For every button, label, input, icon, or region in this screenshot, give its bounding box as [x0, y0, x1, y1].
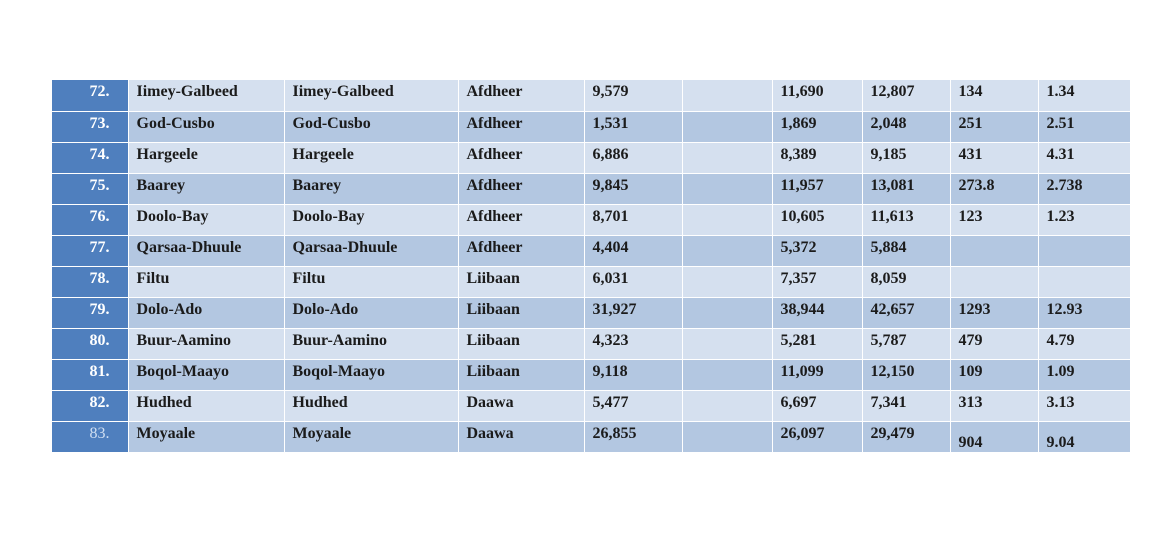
row-number: 76. — [52, 204, 128, 235]
cell-value-a: 6,031 — [584, 266, 682, 297]
cell-value-b: 8,389 — [772, 142, 862, 173]
cell-value-a: 31,927 — [584, 297, 682, 328]
cell-name-2: Filtu — [284, 266, 458, 297]
cell-zone: Afdheer — [458, 111, 584, 142]
table-row — [52, 204, 1130, 235]
cell-zone: Liibaan — [458, 328, 584, 359]
cell-value-e: 4.31 — [1038, 142, 1130, 173]
cell-value-b: 5,372 — [772, 235, 862, 266]
cell-value-d: 109 — [950, 359, 1038, 390]
table-row — [52, 359, 1130, 390]
cell-value-b: 6,697 — [772, 390, 862, 421]
cell-value-c: 7,341 — [862, 390, 950, 421]
cell-empty — [682, 359, 772, 390]
table-row — [52, 142, 1130, 173]
cell-empty — [682, 297, 772, 328]
cell-value-a: 9,118 — [584, 359, 682, 390]
cell-value-d: 479 — [950, 328, 1038, 359]
table-row — [52, 421, 1130, 452]
cell-value-c: 5,787 — [862, 328, 950, 359]
table-row — [52, 80, 1130, 111]
cell-name: Boqol-Maayo — [128, 359, 284, 390]
cell-empty — [682, 328, 772, 359]
cell-zone: Liibaan — [458, 266, 584, 297]
cell-value-e: 2.51 — [1038, 111, 1130, 142]
cell-value-d: 123 — [950, 204, 1038, 235]
cell-value-b: 7,357 — [772, 266, 862, 297]
cell-name: Dolo-Ado — [128, 297, 284, 328]
cell-name-2: Moyaale — [284, 421, 458, 452]
cell-value-b: 10,605 — [772, 204, 862, 235]
cell-zone: Liibaan — [458, 359, 584, 390]
table-row — [52, 266, 1130, 297]
cell-zone: Afdheer — [458, 204, 584, 235]
cell-name-2: Buur-Aamino — [284, 328, 458, 359]
cell-name-2: Boqol-Maayo — [284, 359, 458, 390]
cell-value-a: 8,701 — [584, 204, 682, 235]
cell-value-e — [1038, 235, 1130, 266]
cell-value-c: 29,479 — [862, 421, 950, 452]
cell-value-e: 12.93 — [1038, 297, 1130, 328]
cell-name: Hargeele — [128, 142, 284, 173]
cell-value-e: 1.34 — [1038, 80, 1130, 111]
cell-value-b: 26,097 — [772, 421, 862, 452]
cell-value-c: 2,048 — [862, 111, 950, 142]
cell-value-e: 3.13 — [1038, 390, 1130, 421]
cell-value-b: 11,957 — [772, 173, 862, 204]
cell-value-d: 431 — [950, 142, 1038, 173]
cell-value-a: 26,855 — [584, 421, 682, 452]
cell-name: Baarey — [128, 173, 284, 204]
cell-empty — [682, 266, 772, 297]
row-number: 82. — [52, 390, 128, 421]
cell-name-2: Dolo-Ado — [284, 297, 458, 328]
cell-value-c: 11,613 — [862, 204, 950, 235]
cell-value-a: 1,531 — [584, 111, 682, 142]
cell-empty — [682, 204, 772, 235]
cell-name: Doolo-Bay — [128, 204, 284, 235]
cell-empty — [682, 390, 772, 421]
cell-zone: Liibaan — [458, 297, 584, 328]
cell-name: Hudhed — [128, 390, 284, 421]
cell-empty — [682, 111, 772, 142]
cell-value-c: 12,150 — [862, 359, 950, 390]
cell-value-b: 11,099 — [772, 359, 862, 390]
cell-empty — [682, 173, 772, 204]
cell-zone: Afdheer — [458, 142, 584, 173]
table-body — [52, 80, 1130, 452]
cell-value-c: 12,807 — [862, 80, 950, 111]
cell-value-e — [1038, 266, 1130, 297]
row-number: 73. — [52, 111, 128, 142]
cell-zone: Afdheer — [458, 173, 584, 204]
cell-name-2: Qarsaa-Dhuule — [284, 235, 458, 266]
cell-value-a: 5,477 — [584, 390, 682, 421]
cell-value-e: 2.738 — [1038, 173, 1130, 204]
cell-value-e: 4.79 — [1038, 328, 1130, 359]
cell-name: Buur-Aamino — [128, 328, 284, 359]
cell-value-b: 11,690 — [772, 80, 862, 111]
cell-value-d — [950, 266, 1038, 297]
cell-value-c: 9,185 — [862, 142, 950, 173]
cell-value-c: 13,081 — [862, 173, 950, 204]
cell-empty — [682, 421, 772, 452]
row-number: 75. — [52, 173, 128, 204]
cell-value-a: 4,323 — [584, 328, 682, 359]
row-number: 78. — [52, 266, 128, 297]
cell-name: God-Cusbo — [128, 111, 284, 142]
cell-empty — [682, 235, 772, 266]
row-number: 83. — [52, 421, 128, 452]
cell-value-d — [950, 235, 1038, 266]
cell-name-2: Hudhed — [284, 390, 458, 421]
cell-value-d: 904 — [950, 421, 1038, 452]
cell-value-b: 38,944 — [772, 297, 862, 328]
cell-value-d: 1293 — [950, 297, 1038, 328]
row-number: 81. — [52, 359, 128, 390]
cell-value-d: 273.8 — [950, 173, 1038, 204]
cell-name-2: Hargeele — [284, 142, 458, 173]
table-row — [52, 328, 1130, 359]
table-row — [52, 390, 1130, 421]
cell-value-c: 8,059 — [862, 266, 950, 297]
cell-value-a: 9,845 — [584, 173, 682, 204]
cell-empty — [682, 80, 772, 111]
cell-name-2: God-Cusbo — [284, 111, 458, 142]
cell-name: Filtu — [128, 266, 284, 297]
row-number: 74. — [52, 142, 128, 173]
cell-value-e: 9.04 — [1038, 421, 1130, 452]
table-row — [52, 173, 1130, 204]
cell-zone: Daawa — [458, 421, 584, 452]
row-number: 79. — [52, 297, 128, 328]
cell-value-e: 1.23 — [1038, 204, 1130, 235]
cell-name: Iimey-Galbeed — [128, 80, 284, 111]
cell-zone: Afdheer — [458, 80, 584, 111]
cell-name: Qarsaa-Dhuule — [128, 235, 284, 266]
cell-name-2: Iimey-Galbeed — [284, 80, 458, 111]
cell-value-b: 5,281 — [772, 328, 862, 359]
row-number: 77. — [52, 235, 128, 266]
data-table — [52, 80, 1131, 453]
cell-empty — [682, 142, 772, 173]
cell-value-a: 9,579 — [584, 80, 682, 111]
cell-value-c: 42,657 — [862, 297, 950, 328]
table-row — [52, 111, 1130, 142]
cell-value-a: 6,886 — [584, 142, 682, 173]
cell-value-e: 1.09 — [1038, 359, 1130, 390]
row-number: 72. — [52, 80, 128, 111]
row-number: 80. — [52, 328, 128, 359]
cell-value-c: 5,884 — [862, 235, 950, 266]
cell-value-d: 251 — [950, 111, 1038, 142]
cell-zone: Afdheer — [458, 235, 584, 266]
cell-name-2: Baarey — [284, 173, 458, 204]
cell-value-a: 4,404 — [584, 235, 682, 266]
cell-name-2: Doolo-Bay — [284, 204, 458, 235]
table-row — [52, 297, 1130, 328]
cell-value-d: 134 — [950, 80, 1038, 111]
table-row — [52, 235, 1130, 266]
cell-value-d: 313 — [950, 390, 1038, 421]
cell-name: Moyaale — [128, 421, 284, 452]
cell-zone: Daawa — [458, 390, 584, 421]
cell-value-b: 1,869 — [772, 111, 862, 142]
